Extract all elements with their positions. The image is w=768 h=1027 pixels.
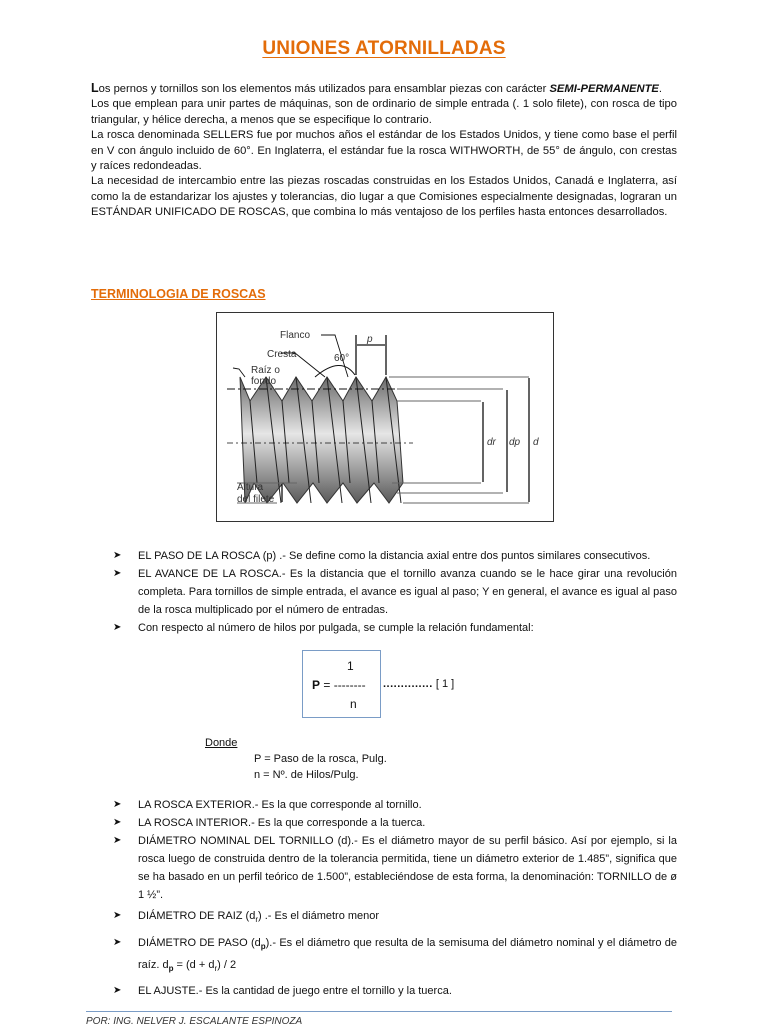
definition-n: n = Nº. de Hilos/Pulg. xyxy=(254,768,359,781)
definition-p: P = Paso de la rosca, Pulg. xyxy=(254,753,387,765)
list-item xyxy=(113,814,677,832)
label-flanco: Flanco xyxy=(280,330,311,341)
arrow-bullet-icon: ➤ xyxy=(113,622,122,633)
intro-paragraph-3: La rosca denominada SELLERS fue por muchos años el estándar de los Estados Unidos, y tiene como base el perfil en V con ángulo incluido de 60°. En Inglaterra, el estándar fue la rosca WITHWORTH, de 55° de ángulo, con crestas y raíces redondeadas. xyxy=(91,129,677,173)
list-item-text: EL AJUSTE.- Es la cantidad de juego entre el tornillo y la tuerca. xyxy=(138,984,452,997)
arrow-bullet-icon: ➤ xyxy=(113,835,122,846)
list-item xyxy=(113,907,677,929)
formula-leader-dots: .............. xyxy=(383,678,433,690)
label-dp: dp xyxy=(509,437,521,448)
list-item xyxy=(113,832,677,904)
list-item-text: DIÁMETRO NOMINAL DEL TORNILLO (d).- Es el diámetro mayor de su perfil básico. Así por ejemplo, si la rosca luego de construida dentro de la tolerancia permitida, tiene un diámetro exterior de 1.485”, significa que se ha basado en un perfil teórico de 1.500”, estableciéndose de esta forma, la denominación: TORNILLO de ø 1 ½”. xyxy=(138,835,677,901)
label-dr: dr xyxy=(487,437,496,448)
label-raiz: Raíz o xyxy=(251,365,280,376)
donde-label xyxy=(205,737,237,749)
label-del-filete: del filete xyxy=(237,494,275,505)
footer-rule xyxy=(86,1011,672,1012)
formula-box xyxy=(302,650,381,718)
donde-definitions xyxy=(254,752,387,783)
list-item-text: ).- Es el diámetro que resulta de la semisuma del diámetro nominal y el diámetro de raíz. xyxy=(138,937,677,972)
formula-lhs xyxy=(312,678,366,692)
bullet-list-definitions-a xyxy=(113,547,677,637)
list-item-text: ) .- Es el diámetro menor xyxy=(258,910,380,922)
semi-permanente-emphasis: SEMI-PERMANENTE xyxy=(549,83,659,95)
arrow-bullet-icon: ➤ xyxy=(113,937,122,949)
intro-p1-text: os pernos y tornillos son los elementos más utilizados para ensamblar piezas con carácter xyxy=(98,83,550,95)
list-item-text: Con respecto al número de hilos por pulgada, se cumple la relación fundamental: xyxy=(138,622,534,634)
pitch-formula: ) / 2 xyxy=(217,959,237,972)
arrow-bullet-icon: ➤ xyxy=(113,550,122,561)
arrow-bullet-icon: ➤ xyxy=(113,910,122,921)
subscript-p: p xyxy=(168,964,174,974)
list-item-text: EL PASO DE LA ROSCA (p) .- Se define como la distancia axial entre dos puntos similares consecutivos. xyxy=(138,550,651,562)
list-item xyxy=(113,619,677,637)
footer-author: POR: ING. NELVER J. ESCALANTE ESPINOZA xyxy=(86,1016,303,1027)
intro-paragraph-2: Los que emplean para unir partes de máquinas, son de ordinario de simple entrada (. 1 solo filete), con rosca de tipo triangular, y hélice derecha, a menos que se especifique lo contrario. xyxy=(91,98,677,126)
arrow-bullet-icon: ➤ xyxy=(113,568,122,579)
intro-p1-end: . xyxy=(658,83,662,95)
formula-numerator: 1 xyxy=(347,659,354,673)
thread-terminology-figure xyxy=(216,312,554,522)
donde-text: Donde xyxy=(205,737,238,749)
document-title: UNIONES ATORNILLADAS xyxy=(262,38,506,59)
section-title-terminologia: TERMINOLOGIA DE ROSCAS xyxy=(91,287,266,301)
arrow-bullet-icon: ➤ xyxy=(113,984,122,996)
formula-ref-number: [ 1 ] xyxy=(432,678,455,690)
label-cresta: Cresta xyxy=(267,349,297,360)
screw-thread-diagram xyxy=(217,313,553,521)
intro-text xyxy=(91,81,677,221)
label-pitch: p xyxy=(367,334,373,345)
label-altura: Altura xyxy=(237,482,264,493)
intro-paragraph-4: La necesidad de intercambio entre las piezas roscadas construidas en los Estados Unidos, Canadá e Inglaterra, así como la de estandarizar los ajustes y tolerancias, dio lugar a que Comisiones especialmente designadas, lograran un ESTÁNDAR UNIFICADO DE ROSCAS, que combina lo más ventajoso de los perfiles hasta entonces desarrollados. xyxy=(91,175,677,219)
intro-paragraph-1 xyxy=(91,81,677,97)
list-item-text: LA ROSCA EXTERIOR.- Es la que corresponde al tornillo. xyxy=(138,799,422,811)
list-item xyxy=(113,796,677,814)
pitch-formula: d xyxy=(162,959,169,972)
list-item xyxy=(113,934,677,978)
list-item xyxy=(113,565,677,619)
formula-equals-bar: = -------- xyxy=(320,678,366,692)
bullet-list-definitions-b xyxy=(113,796,677,1000)
subscript-p: p xyxy=(260,942,266,952)
list-item xyxy=(113,982,677,1000)
label-d: d xyxy=(533,437,539,448)
arrow-bullet-icon: ➤ xyxy=(113,799,122,810)
label-fondo: fondo xyxy=(251,376,277,387)
subscript-r: r xyxy=(214,964,218,974)
formula-variable-p: P xyxy=(312,678,321,692)
list-item-text: DIÁMETRO DE PASO (d xyxy=(138,937,261,950)
list-item-text: EL AVANCE DE LA ROSCA.- Es la distancia que el tornillo avanza cuando se le hace girar una revolución completa. Para tornillos de simple entrada, el avance es igual al paso; Y en general, el avance es igual al paso de la rosca multiplicado por el número de entradas. xyxy=(138,568,677,616)
formula-denominator: n xyxy=(350,697,357,711)
drop-letter: L xyxy=(91,81,99,95)
list-item-text: DIÁMETRO DE RAIZ (d xyxy=(138,910,256,922)
arrow-bullet-icon: ➤ xyxy=(113,817,122,828)
list-item-text: LA ROSCA INTERIOR.- Es la que corresponde a la tuerca. xyxy=(138,817,426,829)
pitch-formula: = (d + d xyxy=(173,959,215,972)
label-angle: 60° xyxy=(334,353,350,364)
list-item xyxy=(113,547,677,565)
subscript-r: r xyxy=(255,915,259,925)
formula-reference xyxy=(383,678,454,690)
